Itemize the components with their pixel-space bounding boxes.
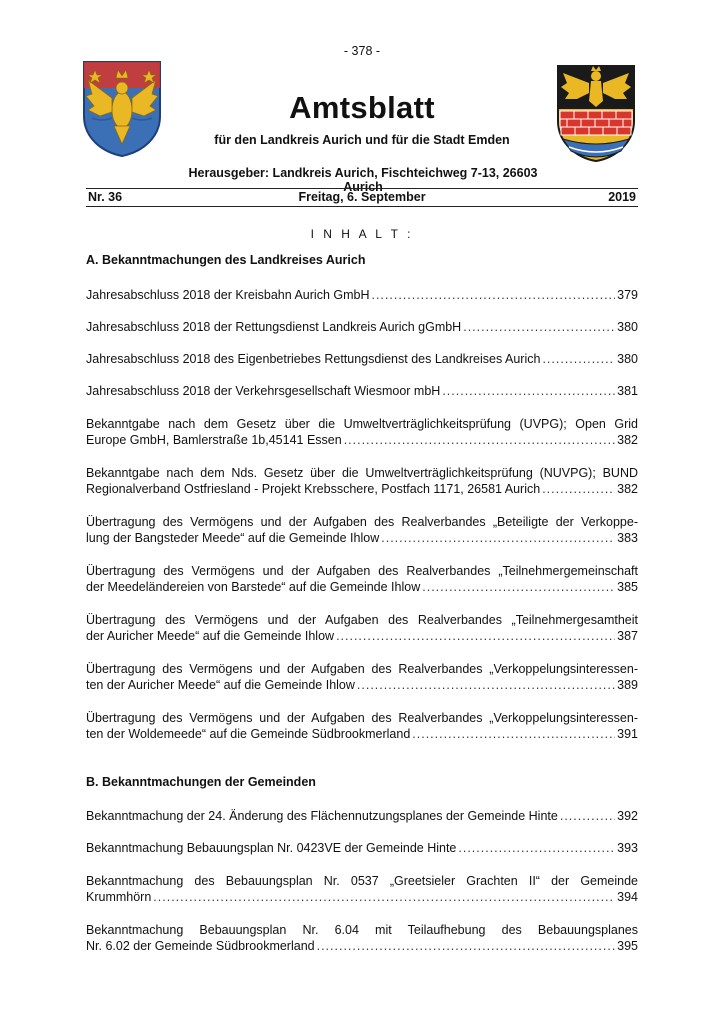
dot-leader: [560, 808, 615, 824]
issue-number: Nr. 36: [88, 190, 123, 204]
toc-entry-text: Nr. 6.02 der Gemeinde Südbrookmerland: [86, 939, 315, 953]
toc-entry-text: Übertragung des Vermögens und der Aufgaben des Realverbandes „Verkoppelungsinteressen-: [86, 711, 638, 725]
toc-entry-page: 391: [617, 727, 638, 741]
toc-entry-page: 382: [617, 433, 638, 447]
dot-leader: [153, 889, 615, 905]
dot-leader: [542, 481, 615, 497]
toc-entry-page: 395: [617, 939, 638, 953]
toc-entry[interactable]: [86, 416, 638, 448]
dot-leader: [422, 579, 615, 595]
dot-leader: [542, 351, 615, 367]
toc-entry-text: Krummhörn: [86, 890, 152, 904]
toc-entry-page: 385: [617, 580, 638, 594]
toc-entry-text: lung der Bangsteder Meede“ auf die Gemeinde Ihlow: [86, 531, 380, 545]
toc-heading: I N H A L T :: [310, 227, 414, 241]
toc-entry-text: Bekanntmachung der 24. Änderung des Flächennutzungsplanes der Gemeinde Hinte: [86, 809, 558, 823]
toc-entry-text: Bekanntgabe nach dem Gesetz über die Umweltverträglichkeitsprüfung (UVPG); Open Grid: [86, 417, 638, 431]
toc-entry-page: 387: [617, 629, 638, 643]
toc-entry[interactable]: [86, 465, 638, 497]
toc-entry-text: ten der Auricher Meede“ auf die Gemeinde Ihlow: [86, 678, 355, 692]
toc-entry[interactable]: [86, 808, 638, 824]
publisher-line: Herausgeber: Landkreis Aurich, Fischteichweg 7-13, 26603 Aurich: [188, 166, 538, 194]
toc-entry[interactable]: [86, 922, 638, 954]
dot-leader: [458, 840, 615, 856]
dot-leader: [357, 677, 615, 693]
toc-entry[interactable]: [86, 383, 638, 399]
dot-leader: [412, 726, 615, 742]
toc-entry-page: 380: [617, 320, 638, 334]
toc-entry[interactable]: [86, 710, 638, 742]
toc-entry-page: 393: [617, 841, 638, 855]
toc-entry[interactable]: [86, 319, 638, 335]
issue-year: 2019: [608, 190, 636, 204]
toc-entry[interactable]: [86, 873, 638, 905]
toc-entry-page: 389: [617, 678, 638, 692]
toc-entry[interactable]: [86, 514, 638, 546]
toc-entry[interactable]: [86, 287, 638, 303]
toc-entry-text: Jahresabschluss 2018 der Verkehrsgesellschaft Wiesmoor mbH: [86, 384, 441, 398]
toc-entry-text: Jahresabschluss 2018 des Eigenbetriebes Rettungsdienst des Landkreises Aurich: [86, 352, 541, 366]
toc-entry-text: Übertragung des Vermögens und der Aufgaben des Realverbandes „Teilnehmergesamtheit: [86, 613, 638, 627]
toc-entry-page: 379: [617, 288, 638, 302]
section-a-heading: A. Bekanntmachungen des Landkreises Aurich: [86, 253, 366, 267]
toc-entry-text: Jahresabschluss 2018 der Rettungsdienst Landkreis Aurich gGmbH: [86, 320, 462, 334]
toc-entry-text: ten der Woldemeede“ auf die Gemeinde Südbrookmerland: [86, 727, 411, 741]
toc-entry-text: der Auricher Meede“ auf die Gemeinde Ihlow: [86, 629, 335, 643]
toc-entry-text: der Meedeländereien von Barstede“ auf die Gemeinde Ihlow: [86, 580, 421, 594]
toc-entry-page: 382: [617, 482, 638, 496]
toc-entry-text: Europe GmbH, Bamlerstraße 1b,45141 Essen: [86, 433, 342, 447]
toc-entry-text: Übertragung des Vermögens und der Aufgaben des Realverbandes „Beteiligte der Verkoppe-: [86, 515, 638, 529]
toc-entry-text: Übertragung des Vermögens und der Aufgaben des Realverbandes „Verkoppelungsinteressen-: [86, 662, 638, 676]
dot-leader: [371, 287, 615, 303]
toc-entry-page: 392: [617, 809, 638, 823]
issue-bar: [86, 188, 638, 207]
toc-entry-text: Bekanntmachung Bebauungsplan Nr. 0423VE der Gemeinde Hinte: [86, 841, 457, 855]
toc-entry-text: Übertragung des Vermögens und der Aufgaben des Realverbandes „Teilnehmergemeinschaft: [86, 564, 638, 578]
toc-entry[interactable]: [86, 612, 638, 644]
dot-leader: [317, 938, 616, 954]
dot-leader: [442, 383, 615, 399]
section-b-heading: B. Bekanntmachungen der Gemeinden: [86, 775, 316, 789]
toc-entry-page: 380: [617, 352, 638, 366]
toc-entry[interactable]: [86, 351, 638, 367]
toc-entry[interactable]: [86, 840, 638, 856]
toc-entry-text: Bekanntmachung Bebauungsplan Nr. 6.04 mit Teilaufhebung des Bebauungsplanes: [86, 923, 638, 937]
toc-entry-text: Regionalverband Ostfriesland - Projekt Krebsschere, Postfach 1171, 26581 Aurich: [86, 482, 541, 496]
page-title: Amtsblatt: [289, 90, 435, 125]
dot-leader: [344, 432, 615, 448]
issue-date: Freitag, 6. September: [298, 190, 426, 204]
page-subtitle: für den Landkreis Aurich und für die Stadt Emden: [214, 133, 510, 147]
toc-entry-text: Bekanntmachung des Bebauungsplan Nr. 0537 „Greetsieler Grachten II“ der Gemeinde: [86, 874, 638, 888]
toc-entry-text: Jahresabschluss 2018 der Kreisbahn Aurich GmbH: [86, 288, 370, 302]
page-number: - 378 -: [343, 44, 381, 58]
dot-leader: [381, 530, 615, 546]
toc-entry-page: 381: [617, 384, 638, 398]
toc-entry-page: 394: [617, 890, 638, 904]
dot-leader: [463, 319, 615, 335]
toc-entry-text: Bekanntgabe nach dem Nds. Gesetz über die Umweltverträglichkeitsprüfung (NUVPG); BUND: [86, 466, 638, 480]
toc-entry[interactable]: [86, 563, 638, 595]
toc-entry[interactable]: [86, 661, 638, 693]
toc-entry-page: 383: [617, 531, 638, 545]
dot-leader: [336, 628, 615, 644]
